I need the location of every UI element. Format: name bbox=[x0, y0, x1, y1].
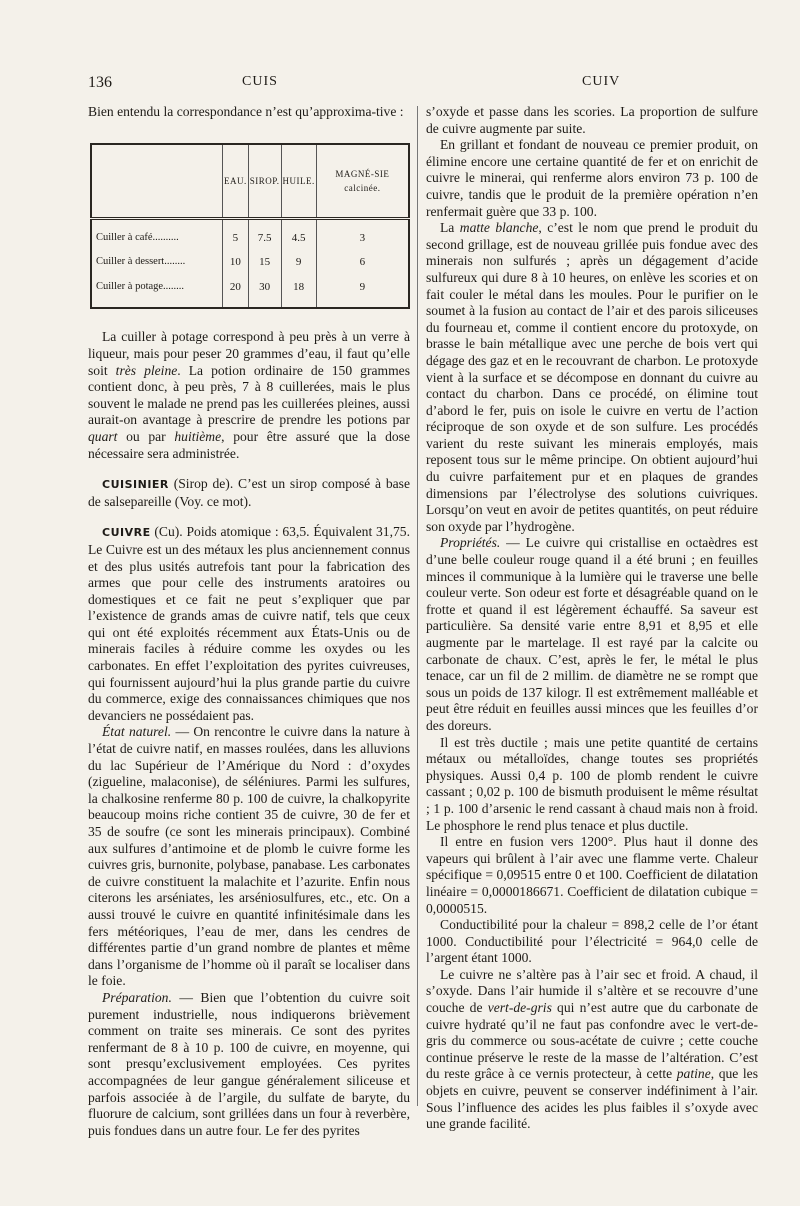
text-run: , c’est le nom que prend le produit du second grillage, est de nouveau grillée puis fondue avec des minerais non sulfurés ; après un dégagement d’acide sulfureux qui dure 8 à 10 heures, on enlève les scories et on fait couler le métal dans les moules. Pour le purifier on le soumet à la fusion au contact de l’air et des parois siliceuses du fourneau et, comme il contient encore du protoxyde, on brasse le bain métallique avec une perche de bois vert qui dégage des gaz et en le recouvrant de charbon. Le protoxyde vient à la surface et se décompose en donnant du cuivre au contact du charbon. Dans ce procédé, on élimine tout d’abord le fer, puis on isole le cuivre en vertu de l’action réciproque de son oxyde et de son sulfure. Les procédés varient du reste suivant les minerais employés, mais reposent tous sur le même principe. On obtient aujourd’hui du cuivre parfaitement pur et en plaques de grandes dimensions par l’électrolyse des solutions cuivriques. Lorsqu’on veut en avoir de petites quantités, on peut réduire son oxyde par l’hydrogène. bbox=[426, 220, 758, 534]
table-cell: Cuiller à dessert........ bbox=[96, 256, 186, 268]
text-run: , que les objets en cuivre, peuvent se conserver indéfiniment à l’air. Sous l’influence des acides les plus faibles il s’oxyde avec une grande facilité. bbox=[426, 1066, 758, 1132]
entry-title: CUIVRE bbox=[102, 526, 151, 540]
left-running-head: CUIS bbox=[242, 74, 278, 89]
table-cell: 3 bbox=[316, 218, 409, 250]
table-cell: 30 bbox=[248, 275, 281, 309]
matte-paragraph bbox=[426, 220, 758, 535]
table-cell: 10 bbox=[223, 250, 249, 275]
column-divider bbox=[417, 106, 418, 1106]
table-cell: Cuiller à potage........ bbox=[96, 280, 185, 292]
italic-run: patine bbox=[676, 1066, 711, 1082]
text-run: ou par bbox=[117, 428, 175, 444]
table-header-cell: EAU. bbox=[223, 144, 249, 219]
section-label: Propriétés. bbox=[440, 535, 501, 551]
entry-title: CUISINIER bbox=[102, 478, 169, 492]
table-cell: 6 bbox=[316, 250, 409, 275]
table-cell: 15 bbox=[248, 250, 281, 275]
vert-de-gris-paragraph bbox=[426, 967, 758, 1133]
table-row bbox=[91, 275, 409, 309]
paragraph: Il est très ductile ; mais une petite quantité de certains métaux ou métalloïdes, change toutes ses propriétés physiques. Aussi 0,4 p. 100 de plomb rendent le cuivre cassant ; 0,02 p. 100 de bismuth produisent le même résultat ; 1 p. 100 d’arsenic le rend cassant à chaud mais non à froid. Le phosphore le rend plus tenace et plus ductile. bbox=[426, 734, 758, 833]
table-cell: 5 bbox=[223, 218, 249, 250]
text-run: qui n’est autre que du carbonate de cuivre hydraté qu’il ne faut pas confondre avec le vert-de-gris du commerce ou sous-acétate de cuivre ; cette couche continue préserve le reste de la masse de l’altération. C’est du reste grâce à ce vernis protecteur, à cette bbox=[426, 1000, 758, 1082]
text-run: Le cuivre ne s’altère pas à l’air sec et froid. A chaud, il s’oxyde. Dans l’air humide il s’altère et se recouvre d’une couche de bbox=[426, 966, 758, 1016]
text-run: La bbox=[440, 220, 460, 236]
section-label: Préparation. bbox=[102, 989, 172, 1005]
page-number: 136 bbox=[88, 74, 112, 91]
table-cell: Cuiller à café.......... bbox=[96, 231, 179, 243]
text-run: . La potion ordinaire de 150 grammes contient donc, à peu près, 7 à 8 cuillerées, mais le plus souvent le malade ne prend pas les cuillerées pleines, aussi aurait-on avantage à prescrire de prendre les potions par bbox=[88, 362, 410, 428]
dose-table bbox=[90, 143, 410, 310]
table-row bbox=[91, 218, 409, 250]
running-header bbox=[88, 74, 740, 96]
left-column bbox=[88, 104, 410, 1139]
paragraph: Il entre en fusion vers 1200°. Plus haut il donne des vapeurs qui brûlent à l’air avec une flamme verte. Chaleur spécifique = 0,09515 entre 0 et 100. Coefficient de dilatation linéaire = 0,0000186671. Coefficient de dilatation cubique = 0,0000515. bbox=[426, 834, 758, 916]
table-cell: 20 bbox=[223, 275, 249, 309]
paragraph: En grillant et fondant de nouveau ce premier produit, on élimine encore une certaine quantité de fer et on enrichit de cuivre le minerai, qui renferme alors environ 73 p. 100 de cuivre, tandis que le produit de la première opération n’en renfermait guère que 33 p. 100. bbox=[426, 137, 758, 219]
entry-text: (Sirop de). C’est un sirop composé à base de salsepareille (Voy. ce mot). bbox=[88, 476, 410, 509]
section-text: — Bien que l’obtention du cuivre soit purement industrielle, nous indiquerons brièvement comment on traite ses minerais. Ce sont des pyrites renfermant de 8 à 10 p. 100 de cuivre, en moyenne, qui sont presqu’exclusivement employées. Ces pyrites accompagnées de leur gangue généralement siliceuse et parfois associée à de l’argile, du sulfate de baryte, du fluorure de calcium, sont grillées dans un four à reverbère, puis fondues dans un autre four. Le fer des pyrites bbox=[88, 989, 410, 1138]
italic-run: très pleine bbox=[115, 362, 178, 378]
table-header-cell: SIROP. bbox=[248, 144, 281, 219]
table-header-cell: HUILE. bbox=[281, 144, 316, 219]
table-cell: 18 bbox=[281, 275, 316, 309]
section-text: — On rencontre le cuivre dans la nature à l’état de cuivre natif, en masses roulées, dans les alluvions du lac Supérieur de l’Amérique du Nord : d’oxydes (zigueline, malaconise), de séléniures. Parmi les sulfures, la chalkosine renferme 80 p. 100 de cuivre, la chalkopyrite beaucoup moins riche contient 35 de cuivre, 30 de fer et 35 de soufre (ce sont les minerais principaux). Combiné aux sulfures d’antimoine et de plomb le cuivre forme les cuivres gris, burnonite, polybase, panabase. Les carbonates de cuivre constituent la malachite et l’azurite. Enfin nous citerons les arséniates, les arséniosulfures, etc., etc. On a aussi trouvé le cuivre en quantité infinitésimale dans les fers météoriques, l’eau de mer, dans les cendres de différentes partie d’un grand nombre de plantes et même dans l’organisme de l’homme où il paraît se localiser dans le foie. bbox=[88, 724, 410, 989]
table-header-row bbox=[91, 144, 409, 219]
italic-run: matte blanche bbox=[459, 220, 539, 236]
italic-run: quart bbox=[88, 428, 118, 444]
section-text: — Le cuivre qui cristallise en octaèdres est d’une belle couleur rouge quand il a été bruni ; en feuilles minces il communique à la lumière qui le traverse une belle couleur verte. Son odeur est forte et désagréable quand on le frotte et quand il est légèrement échauffé. Sa saveur est particulière. Sa densité varie entre 8,91 et 8,95 et elle augmente par le martelage. Il est rayé par la calcite ou carbonate de chaux. C’est, après le fer, le métal le plus tenace, car un fil de 2 millim. de diamètre ne se rompt que sous un poids de 137 kilogr. Il est extrêmement malléable et peut être réduit en feuilles aussi minces que les feuilles d’or des doreurs. bbox=[426, 535, 758, 733]
preparation-paragraph bbox=[88, 990, 410, 1139]
right-running-head: CUIV bbox=[582, 74, 621, 89]
intro-paragraph: Bien entendu la correspondance n’est qu’approxima-tive : bbox=[88, 104, 404, 119]
italic-run: huitième bbox=[174, 428, 222, 444]
table-header-cell: MAGNÉ-SIE calcinée. bbox=[316, 144, 409, 219]
section-label: État naturel. bbox=[102, 724, 172, 740]
spoon-paragraph bbox=[88, 329, 410, 462]
table-cell: 9 bbox=[281, 250, 316, 275]
italic-run: vert-de-gris bbox=[487, 1000, 552, 1016]
text-run: La cuiller à potage correspond à peu près à un verre à liqueur, mais pour peser 20 grammes d’eau, il faut qu’elle soit bbox=[88, 329, 410, 378]
etat-naturel-paragraph bbox=[88, 724, 410, 990]
proprietes-paragraph bbox=[426, 535, 758, 734]
table-row bbox=[91, 250, 409, 275]
right-column bbox=[426, 104, 758, 1133]
table-header-cell bbox=[91, 144, 223, 219]
table-cell: 7.5 bbox=[248, 218, 281, 250]
entry-cuisinier bbox=[88, 476, 410, 510]
table-cell: 9 bbox=[316, 275, 409, 309]
entry-text: (Cu). Poids atomique : 63,5. Équivalent 31,75. Le Cuivre est un des métaux les plus anciennement connus et des plus usités autrefois tant pour la fabrication des armes que pour celle des instruments aratoires ou domestiques et ce fait ne peut s’expliquer que par l’existence de grands amas de cuivre natif, tels que ceux qui ont été exploités récemment aux États-Unis ou de minerais faciles à réduire comme les oxydes ou les carbonates. En effet l’exploitation des pyrites cuivreuses, qui fournissent aujourd’hui la plus grande partie du cuivre du commerce, exige des connaissances chimiques que nos devanciers ne possédaient pas. bbox=[88, 524, 410, 723]
text-run: , pour être assuré que la dose nécessaire sera administrée. bbox=[88, 428, 410, 461]
paragraph: Conductibilité pour la chaleur = 898,2 celle de l’or étant 1000. Conductibilité pour l’électricité = 964,0 celle de l’argent étant 1000. bbox=[426, 917, 758, 966]
entry-cuivre bbox=[88, 524, 410, 724]
table-cell: 4.5 bbox=[281, 218, 316, 250]
continuation-paragraph: s’oxyde et passe dans les scories. La proportion de sulfure de cuivre augmente par suite. bbox=[426, 104, 758, 136]
